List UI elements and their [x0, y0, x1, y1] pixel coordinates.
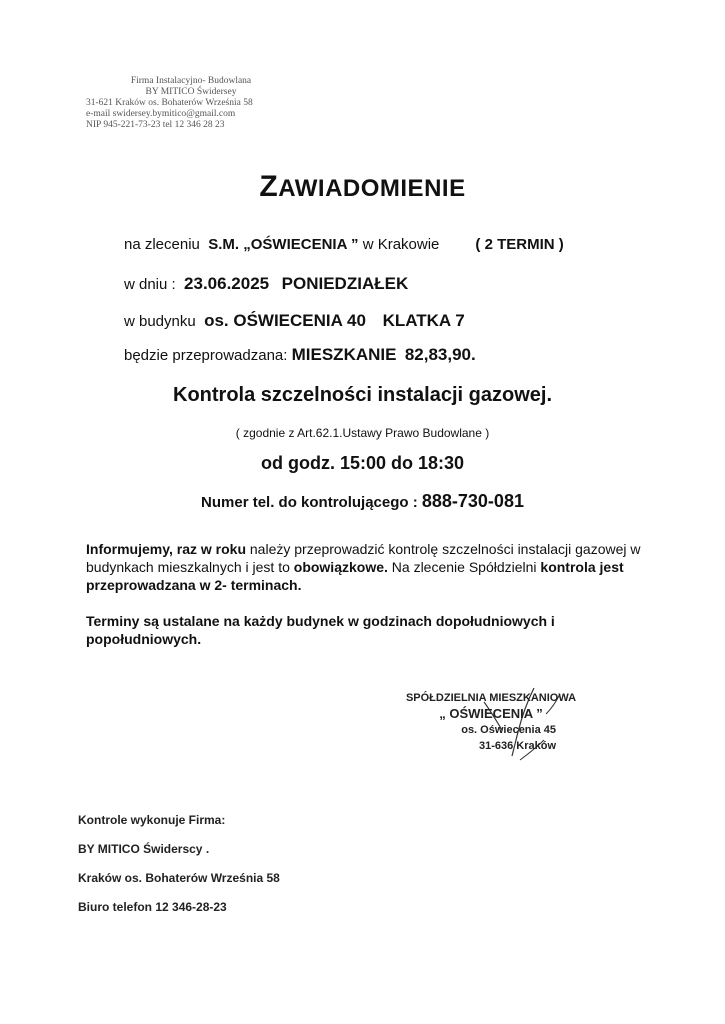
header-email: e-mail swidersey.bymitico@gmail.com — [86, 109, 236, 119]
stamp-line-2: „ OŚWIECENIA ” — [439, 706, 543, 721]
info-paragraph: Informujemy, raz w roku należy przeprowadzić kontrolę szczelności instalacji gazowej w budynkach mieszkalnych i jest to obowiązkowe. Na zlecenie Spółdzielni kontrola jest przeprowadzana w 2- terminach. — [86, 541, 641, 593]
stamp-line-4: 31-636 Kraków — [478, 740, 556, 752]
day-name: PONIEDZIAŁEK — [281, 274, 409, 293]
footer-line-3: Kraków os. Bohaterów Września 58 — [78, 871, 280, 885]
stamp-line-3: os. Oświecenia 45 — [461, 724, 556, 736]
inspection-title: Kontrola szczelności instalacji gazowej. — [173, 384, 552, 406]
stamp-line-1: SPÓŁDZIELNIA MIESZKANIOWA — [405, 692, 577, 704]
inspector-phone-line: Numer tel. do kontrolującego : 888-730-081 — [201, 491, 524, 511]
date-value: 23.06.2025 — [184, 274, 270, 293]
footer-line-1: Kontrole wykonuje Firma: — [78, 813, 226, 827]
date-line: w dniu : 23.06.2025 PONIEDZIAŁEK — [124, 274, 409, 293]
order-line: na zleceniu S.M. „OŚWIECENIA ” w Krakowie ( 2 TERMIN ) — [124, 236, 564, 253]
header-line-2: BY MITICO Świdersey — [145, 87, 237, 97]
inspection-hours: od godz. 15:00 do 18:30 — [260, 453, 465, 473]
footer-line-4: Biuro telefon 12 346-28-23 — [78, 900, 227, 914]
building-line: w budynku os. OŚWIECENIA 40 KLATKA 7 — [124, 311, 465, 330]
building-name: os. OŚWIECENIA 40 — [204, 311, 366, 330]
flats-line: będzie przeprowadzana: MIESZKANIE 82,83,90. — [124, 345, 476, 364]
company-header — [86, 76, 306, 131]
header-line-1: Firma Instalacyjno- Budowlana — [130, 76, 252, 86]
legal-basis: ( zgodnie z Art.62.1.Ustawy Prawo Budowlane ) — [235, 426, 490, 440]
document-title: ZAWIADOMIENIE — [259, 170, 466, 203]
footer-line-2: BY MITICO Świderscy . — [78, 842, 210, 856]
staircase: KLATKA 7 — [382, 311, 465, 330]
inspector-phone: 888-730-081 — [421, 491, 524, 511]
client-name: S.M. „OŚWIECENIA ” — [208, 236, 359, 253]
cooperative-stamp — [396, 690, 586, 754]
schedule-paragraph: Terminy są ustalane na każdy budynek w godzinach dopołudniowych i popołudniowych. — [86, 613, 555, 647]
flat-numbers: 82,83,90. — [404, 345, 476, 364]
term-label: ( 2 TERMIN ) — [475, 236, 564, 253]
header-line-3: 31-621 Kraków os. Bohaterów Września 58 — [86, 98, 253, 108]
header-nip-phone: NIP 945-221-73-23 tel 12 346 28 23 — [86, 120, 225, 130]
